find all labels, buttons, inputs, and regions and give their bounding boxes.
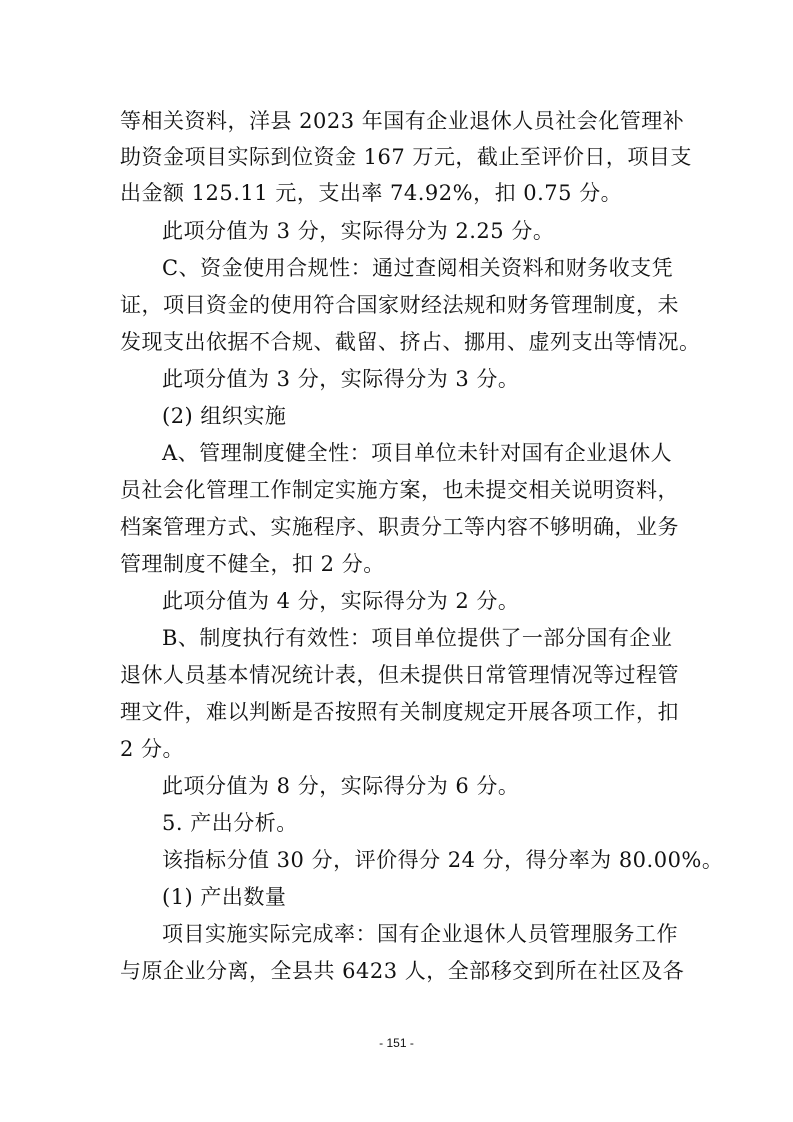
text-line-7: 发现支出依据不合规、截留、挤占、挪用、虚列支出等情况。 [120, 330, 701, 354]
text-line-13: 管理制度不健全，扣 2 分。 [120, 552, 385, 576]
text-line-11: 员社会化管理工作制定实施方案，也未提交相关说明资料， [120, 478, 679, 502]
section-heading-organization: (2) 组织实施 [162, 404, 287, 428]
section-heading-output-quantity: (1) 产出数量 [162, 885, 287, 909]
text-line-19: 此项分值为 8 分，实际得分为 6 分。 [162, 774, 520, 798]
text-line-6: 证，项目资金的使用符合国家财经法规和财务管理制度，未 [120, 293, 679, 317]
text-line-8: 此项分值为 3 分，实际得分为 3 分。 [162, 367, 520, 391]
text-line-2: 助资金项目实际到位资金 167 万元，截止至评价日，项目支 [120, 145, 692, 169]
text-line-23: 项目实施实际完成率：国有企业退休人员管理服务工作 [162, 922, 678, 946]
text-line-17: 理文件，难以判断是否按照有关制度规定开展各项工作，扣 [120, 700, 679, 724]
text-line-10: A、管理制度健全性：项目单位未针对国有企业退休人 [162, 441, 673, 465]
text-line-21: 该指标分值 30 分，评价得分 24 分，得分率为 80.00%。 [162, 848, 724, 872]
section-heading-output-analysis: 5. 产出分析。 [162, 811, 298, 835]
text-line-14: 此项分值为 4 分，实际得分为 2 分。 [162, 589, 520, 613]
text-line-5: C、资金使用合规性：通过查阅相关资料和财务收支凭 [162, 256, 674, 280]
text-line-16: 退休人员基本情况统计表，但未提供日常管理情况等过程管 [120, 663, 679, 687]
text-line-18: 2 分。 [120, 737, 185, 761]
text-line-24: 与原企业分离，全县共 6423 人，全部移交到所在社区及各 [120, 959, 685, 983]
text-line-15: B、制度执行有效性：项目单位提供了一部分国有企业 [162, 626, 673, 650]
text-line-12: 档案管理方式、实施程序、职责分工等内容不够明确，业务 [120, 515, 679, 539]
text-line-3: 出金额 125.11 元，支出率 74.92%，扣 0.75 分。 [120, 181, 623, 205]
page-number: - 151 - [379, 1036, 414, 1050]
text-line-1: 等相关资料，洋县 2023 年国有企业退休人员社会化管理补 [120, 109, 685, 133]
text-line-4: 此项分值为 3 分，实际得分为 2.25 分。 [162, 219, 555, 243]
